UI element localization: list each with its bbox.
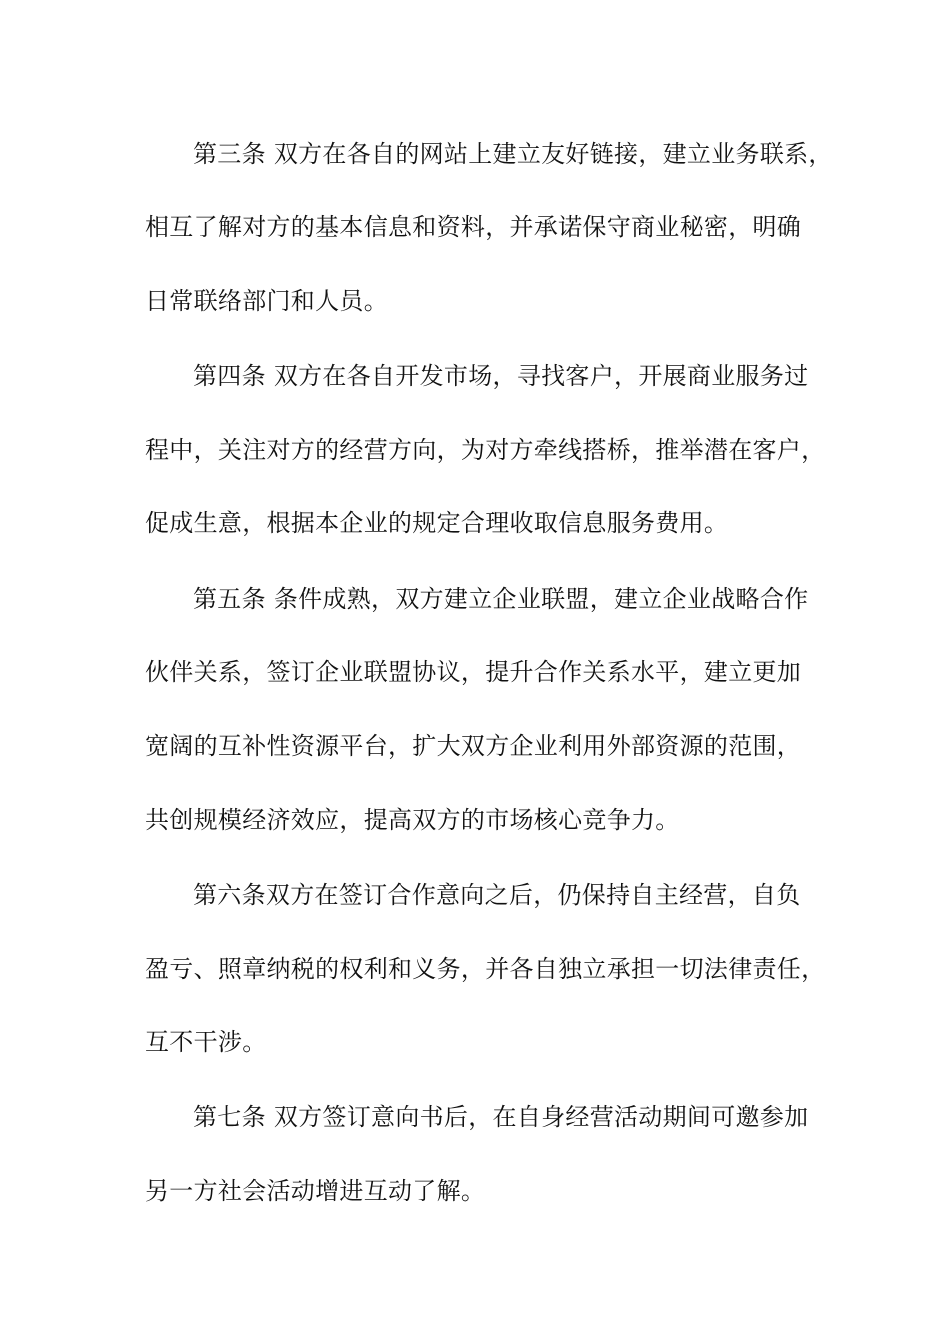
paragraph-3-line-4: 共创规模经济效应，提高双方的市场核心竞争力。: [145, 806, 680, 834]
paragraph-4-line-3: 互不干涉。: [145, 1028, 267, 1056]
paragraph-5-line-2: 另一方社会活动增进互动了解。: [145, 1177, 486, 1205]
paragraph-5-line-1: 第七条 双方签订意向书后，在自身经营活动期间可邀参加: [193, 1103, 809, 1131]
paragraph-2-line-2: 程中，关注对方的经营方向，为对方牵线搭桥，推举潜在客户，: [145, 436, 826, 464]
paragraph-1-line-3: 日常联络部门和人员。: [145, 287, 388, 315]
paragraph-1-line-1: 第三条 双方在各自的网站上建立友好链接，建立业务联系，: [193, 140, 833, 168]
paragraph-2-line-3: 促成生意，根据本企业的规定合理收取信息服务费用。: [145, 509, 729, 537]
paragraph-3-line-1: 第五条 条件成熟，双方建立企业联盟，建立企业战略合作: [193, 585, 809, 613]
paragraph-3-line-2: 伙伴关系，签订企业联盟协议，提升合作关系水平，建立更加: [145, 658, 802, 686]
paragraph-1-line-2: 相互了解对方的基本信息和资料，并承诺保守商业秘密，明确: [145, 213, 802, 241]
paragraph-4-line-1: 第六条双方在签订合作意向之后，仍保持自主经营，自负: [193, 881, 801, 909]
paragraph-4-line-2: 盈亏、照章纳税的权利和义务，并各自独立承担一切法律责任，: [145, 955, 826, 983]
paragraph-3-line-3: 宽阔的互补性资源平台，扩大双方企业利用外部资源的范围，: [145, 732, 802, 760]
paragraph-2-line-1: 第四条 双方在各自开发市场，寻找客户，开展商业服务过: [193, 362, 809, 390]
